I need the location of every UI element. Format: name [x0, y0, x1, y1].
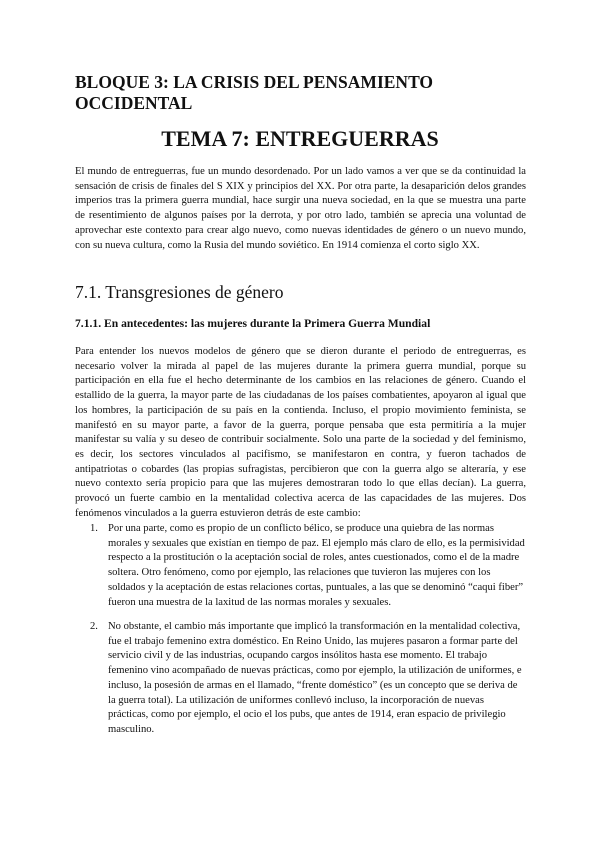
intro-paragraph: El mundo de entreguerras, fue un mundo desordenado. Por un lado vamos a ver que se da continuidad la sensación de crisis de finales del S XIX y principios del XX. Por otra parte, la desaparición delos grandes imperios tras la primera guerra mundial, hace surgir una nueva sociedad, en la que se muestra una parte de resentimiento de algunos países por la derrota, y por otro lado, también se aprecia una voluntad de aprovechar este contexto para crear algo nuevo, como nuevas identidades de género o un nuevo mundo, con su nueva cultura, como la Rusia del mundo soviético. En 1914 comienza el corto siglo XX. — [75, 166, 526, 251]
list-item-number: 1. — [90, 523, 98, 534]
list-item-text: Por una parte, como es propio de un conflicto bélico, se produce una quiebra de las normas morales y sexuales que existían en tiempo de paz. El ejemplo más claro de ello, es la permisividad respecto a la prostitución o la aceptación social de roles, antes cuestionados, como el de la madre soltera. Otro fenómeno, como por ejemplo, las relaciones que tuvieron las mujeres con los soldados y la aceptación de estas relaciones cortas, puntuales, a las que se denominó “caqui fiber” fueron una muestra de la laxitud de las normas morales y sexuales. — [108, 523, 525, 608]
topic-title: TEMA 7: ENTREGUERRAS — [161, 126, 439, 151]
list-item-number: 2. — [90, 621, 98, 632]
list-item-text: No obstante, el cambio más importante que implicó la transformación en la mentalidad colectiva, fue el trabajo femenino extra doméstico. En Reino Unido, las mujeres pasaron a formar parte del servicio civil y de las industrias, ocupando cargos insólitos hasta ese momento. El trabajo femenino vino acompañado de nuevas prácticas, como por ejemplo, la utilización de uniformes, e incluso, la posesión de armas en el llamado, “frente doméstico” (es un concepto que se deriva de la guerra total). La utilización de uniformes conllevó incluso, la incorporación de nuevas prácticas, como por ejemplo, el ocio el los pubs, que antes de 1914, eran espacio de privilegio masculino. — [108, 621, 522, 735]
block-title: BLOQUE 3: LA CRISIS DEL PENSAMIENTO OCCIDENTAL — [75, 72, 434, 113]
subsection-title: 7.1.1. En antecedentes: las mujeres durante la Primera Guerra Mundial — [75, 317, 431, 330]
section-title: 7.1. Transgresiones de género — [75, 282, 284, 302]
body-paragraph: Para entender los nuevos modelos de género que se dieron durante el periodo de entreguerras, es necesario volver la mirada al papel de las mujeres durante la primera guerra mundial, porque su participación en ella fue el hecho determinante de los cambios en las relaciones de género. Cuando el estallido de la guerra, la mayor parte de las ciudadanas de los países combatientes, apoyaron al igual que los hombres, la participación de su país en la contienda. Incluso, el propio movimiento feminista, se manifestó en su mayor parte, a favor de la guerra, porque pensaba que esta permitiría a la mujer manifestar su valía y su deseo de contribuir socialmente. Solo una parte de la sociedad y del feminismo, es decir, los sectores vinculados al pacifismo, se manifestaron en contra, y fueron tachados de antipatriotas o cobardes (las propias sufragistas, percibieron que con la guerra algo se alteraría, y ese nuevo contexto sería propicio para que las mujeres demostraran todo lo que ellas decían). La guerra, provocó un fuerte cambio en la mentalidad colectiva acerca de las capacidades de las mujeres. Dos fenómenos vinculados a la guerra estuvieron detrás de este cambio: — [75, 346, 526, 519]
